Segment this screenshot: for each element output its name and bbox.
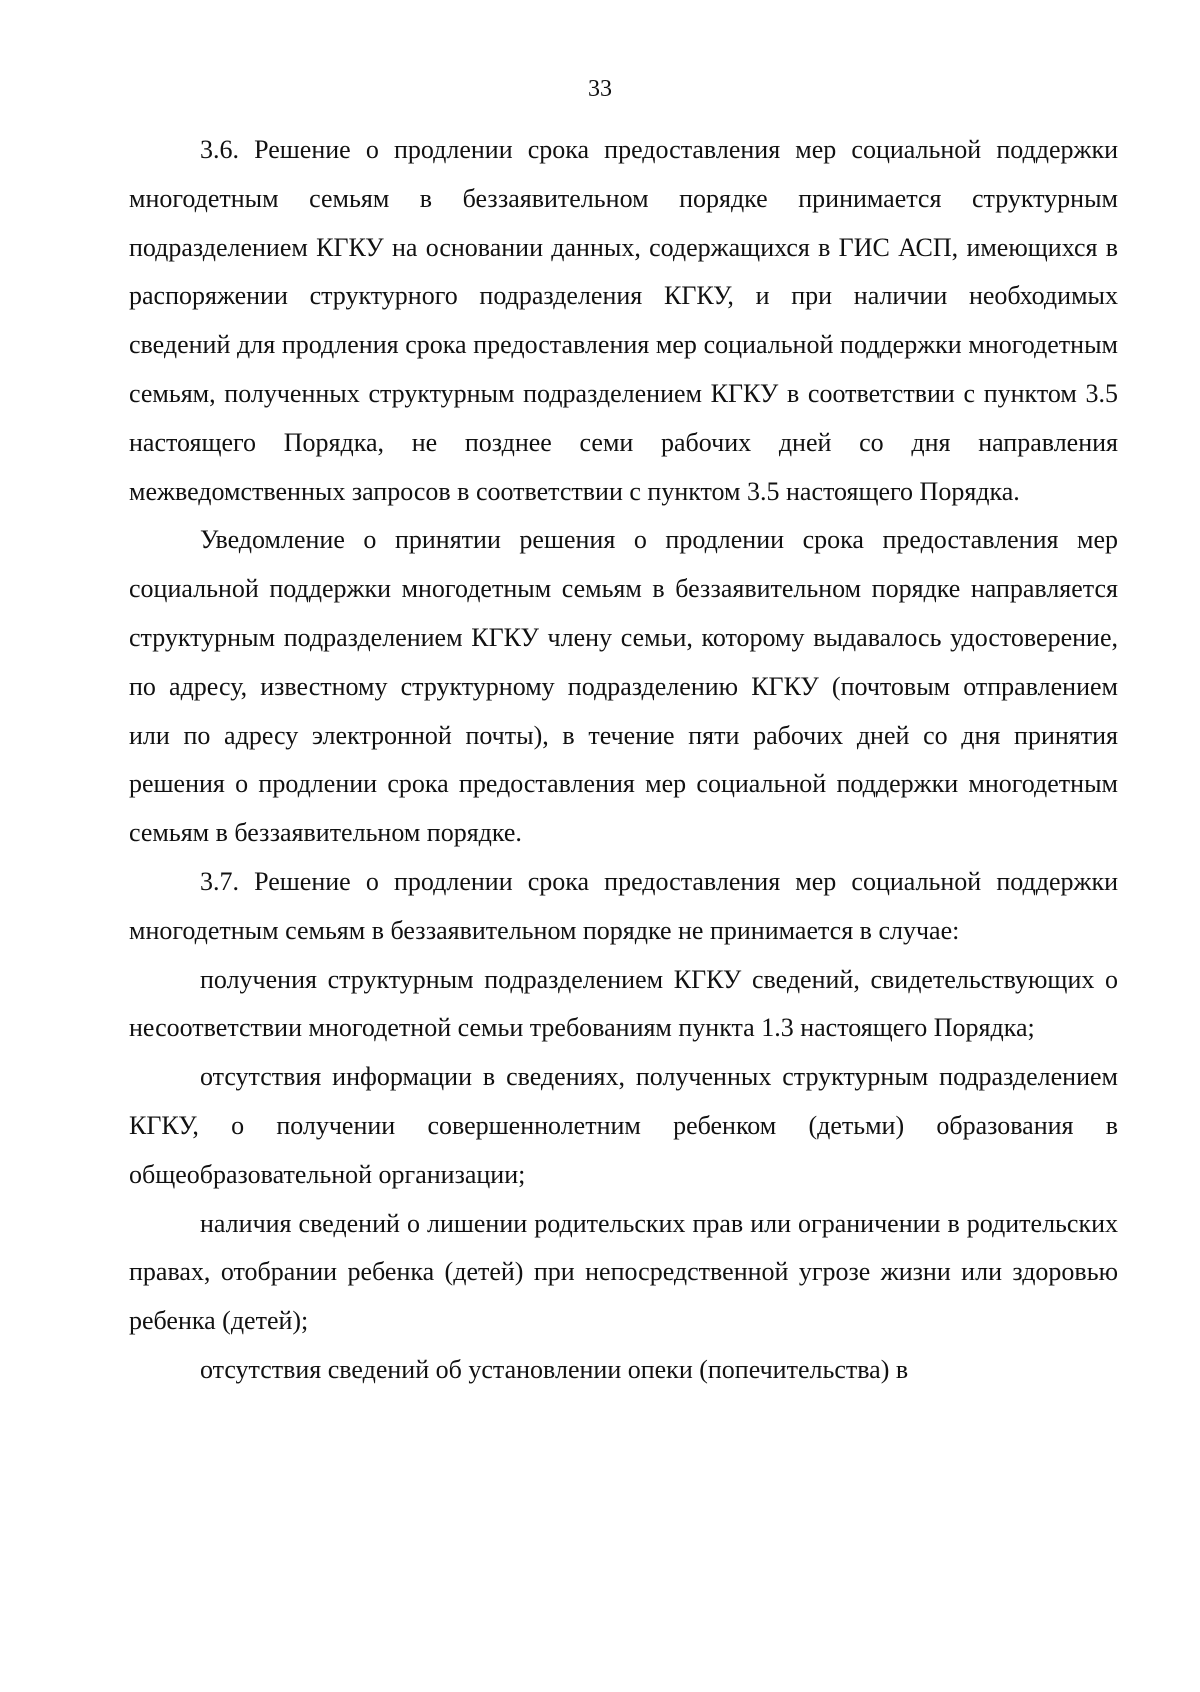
document-body	[129, 126, 1118, 1395]
page-number: 33	[588, 76, 612, 102]
paragraph-case-no-education-info: отсутствия информации в сведениях, полученных структурным подразделением КГКУ, о получении совершеннолетним ребенком (детьми) образования в общеобразовательной организации;	[129, 1062, 1118, 1189]
paragraph-3-6: 3.6. Решение о продлении срока предоставления мер социальной поддержки многодетным семьям в беззаявительном порядке принимается структурным подразделением КГКУ на основании данных, содержащихся в ГИС АСП, имеющихся в распоряжении структурного подразделения КГКУ, и при наличии необходимых сведений для продления срока предоставления мер социальной поддержки многодетным семьям, полученных структурным подразделением КГКУ в соответствии с пунктом 3.5 настоящего Порядка, не позднее семи рабочих дней со дня направления межведомственных запросов в соответствии с пунктом 3.5 настоящего Порядка.	[129, 135, 1118, 506]
paragraph-notification: Уведомление о принятии решения о продлении срока предоставления мер социальной поддержки многодетным семьям в беззаявительном порядке направляется структурным подразделением КГКУ члену семьи, которому выдавалось удостоверение, по адресу, известному структурному подразделению КГКУ (почтовым отправлением или по адресу электронной почты), в течение пяти рабочих дней со дня принятия решения о продлении срока предоставления мер социальной поддержки многодетным семьям в беззаявительном порядке.	[129, 525, 1118, 848]
paragraph-case-no-guardianship: отсутствия сведений об установлении опеки (попечительства) в	[200, 1354, 909, 1384]
paragraph-case-parental-rights: наличия сведений о лишении родительских прав или ограничении в родительских правах, отобрании ребенка (детей) при непосредственной угрозе жизни или здоровью ребенка (детей);	[129, 1208, 1118, 1336]
paragraph-case-nonconformity: получения структурным подразделением КГКУ сведений, свидетельствующих о несоответствии многодетной семьи требованиям пункта 1.3 настоящего Порядка;	[129, 964, 1118, 1043]
paragraph-3-7: 3.7. Решение о продлении срока предоставления мер социальной поддержки многодетным семьям в беззаявительном порядке не принимается в случае:	[129, 866, 1118, 945]
